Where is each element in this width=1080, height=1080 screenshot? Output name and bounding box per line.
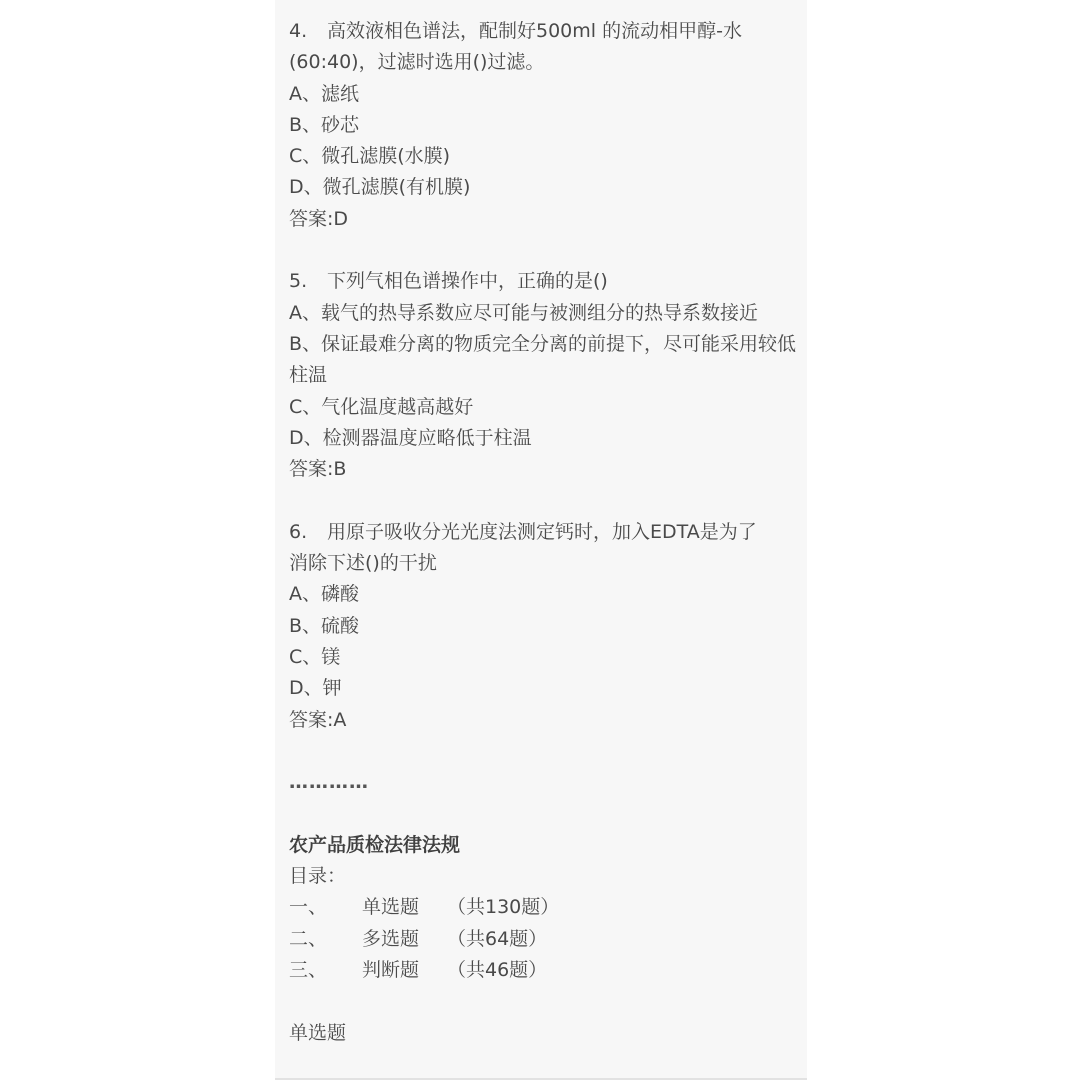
question-stem-continuation: (60:40)，过滤时选用()过滤。 <box>289 51 545 74</box>
question-4 <box>289 16 799 235</box>
spacer <box>289 986 799 1017</box>
toc-item-name: 单选题 <box>362 896 420 919</box>
toc-item <box>289 924 799 955</box>
toc-item-number: 三、 <box>289 958 328 981</box>
option-a: A、磷酸 <box>289 583 359 606</box>
document-page <box>275 0 807 1080</box>
toc-item <box>289 892 799 923</box>
spacer <box>289 235 799 266</box>
question-number: 6. <box>289 520 308 543</box>
option-d: D、钾 <box>289 677 342 700</box>
option-a: A、载气的热导系数应尽可能与被测组分的热导系数接近 <box>289 301 758 324</box>
question-number: 5. <box>289 270 308 293</box>
toc-label: 目录： <box>289 865 347 888</box>
toc-item-name: 判断题 <box>362 958 420 981</box>
section-toc <box>289 830 799 986</box>
toc-item-count: （共46题） <box>447 958 548 981</box>
option-d: D、微孔滤膜(有机膜) <box>289 176 471 199</box>
answer: 答案:D <box>289 207 349 230</box>
answer: 答案:A <box>289 708 347 731</box>
toc-item-count: （共64题） <box>447 927 548 950</box>
option-c: C、气化温度越高越好 <box>289 395 474 418</box>
spacer <box>289 485 799 516</box>
section-title: 农产品质检法律法规 <box>289 833 461 856</box>
toc-item-number: 二、 <box>289 927 328 950</box>
question-5 <box>289 266 799 485</box>
question-stem-text: 下列气相色谱操作中，正确的是() <box>327 270 608 293</box>
spacer <box>289 736 799 767</box>
option-d: D、检测器温度应略低于柱温 <box>289 426 532 449</box>
question-stem <box>289 16 799 47</box>
document-content <box>289 16 799 1049</box>
next-section-heading: 单选题 <box>289 1021 347 1044</box>
toc-item <box>289 955 799 986</box>
ellipsis-divider: ………… <box>289 771 369 794</box>
option-b: B、硫酸 <box>289 614 360 637</box>
spacer <box>289 798 799 829</box>
question-stem-continuation: 消除下述()的干扰 <box>289 552 437 575</box>
question-stem-text: 高效液相色谱法，配制好500ml 的流动相甲醇-水 <box>327 20 742 42</box>
option-a: A、滤纸 <box>289 82 359 105</box>
toc-item-count: （共130题） <box>447 896 560 919</box>
question-stem <box>289 266 799 297</box>
option-c: C、镁 <box>289 645 341 668</box>
toc-item-name: 多选题 <box>362 927 420 950</box>
question-6 <box>289 517 799 736</box>
option-b: B、保证最难分离的物质完全分离的前提下，尽可能采用较低柱温 <box>289 332 797 387</box>
answer: 答案:B <box>289 458 347 481</box>
toc-item-number: 一、 <box>289 896 328 919</box>
option-c: C、微孔滤膜(水膜) <box>289 145 451 168</box>
question-stem-text: 用原子吸收分光光度法测定钙时，加入EDTA是为了 <box>327 520 757 543</box>
question-stem <box>289 517 799 548</box>
option-b: B、砂芯 <box>289 113 360 136</box>
question-number: 4. <box>289 20 308 42</box>
